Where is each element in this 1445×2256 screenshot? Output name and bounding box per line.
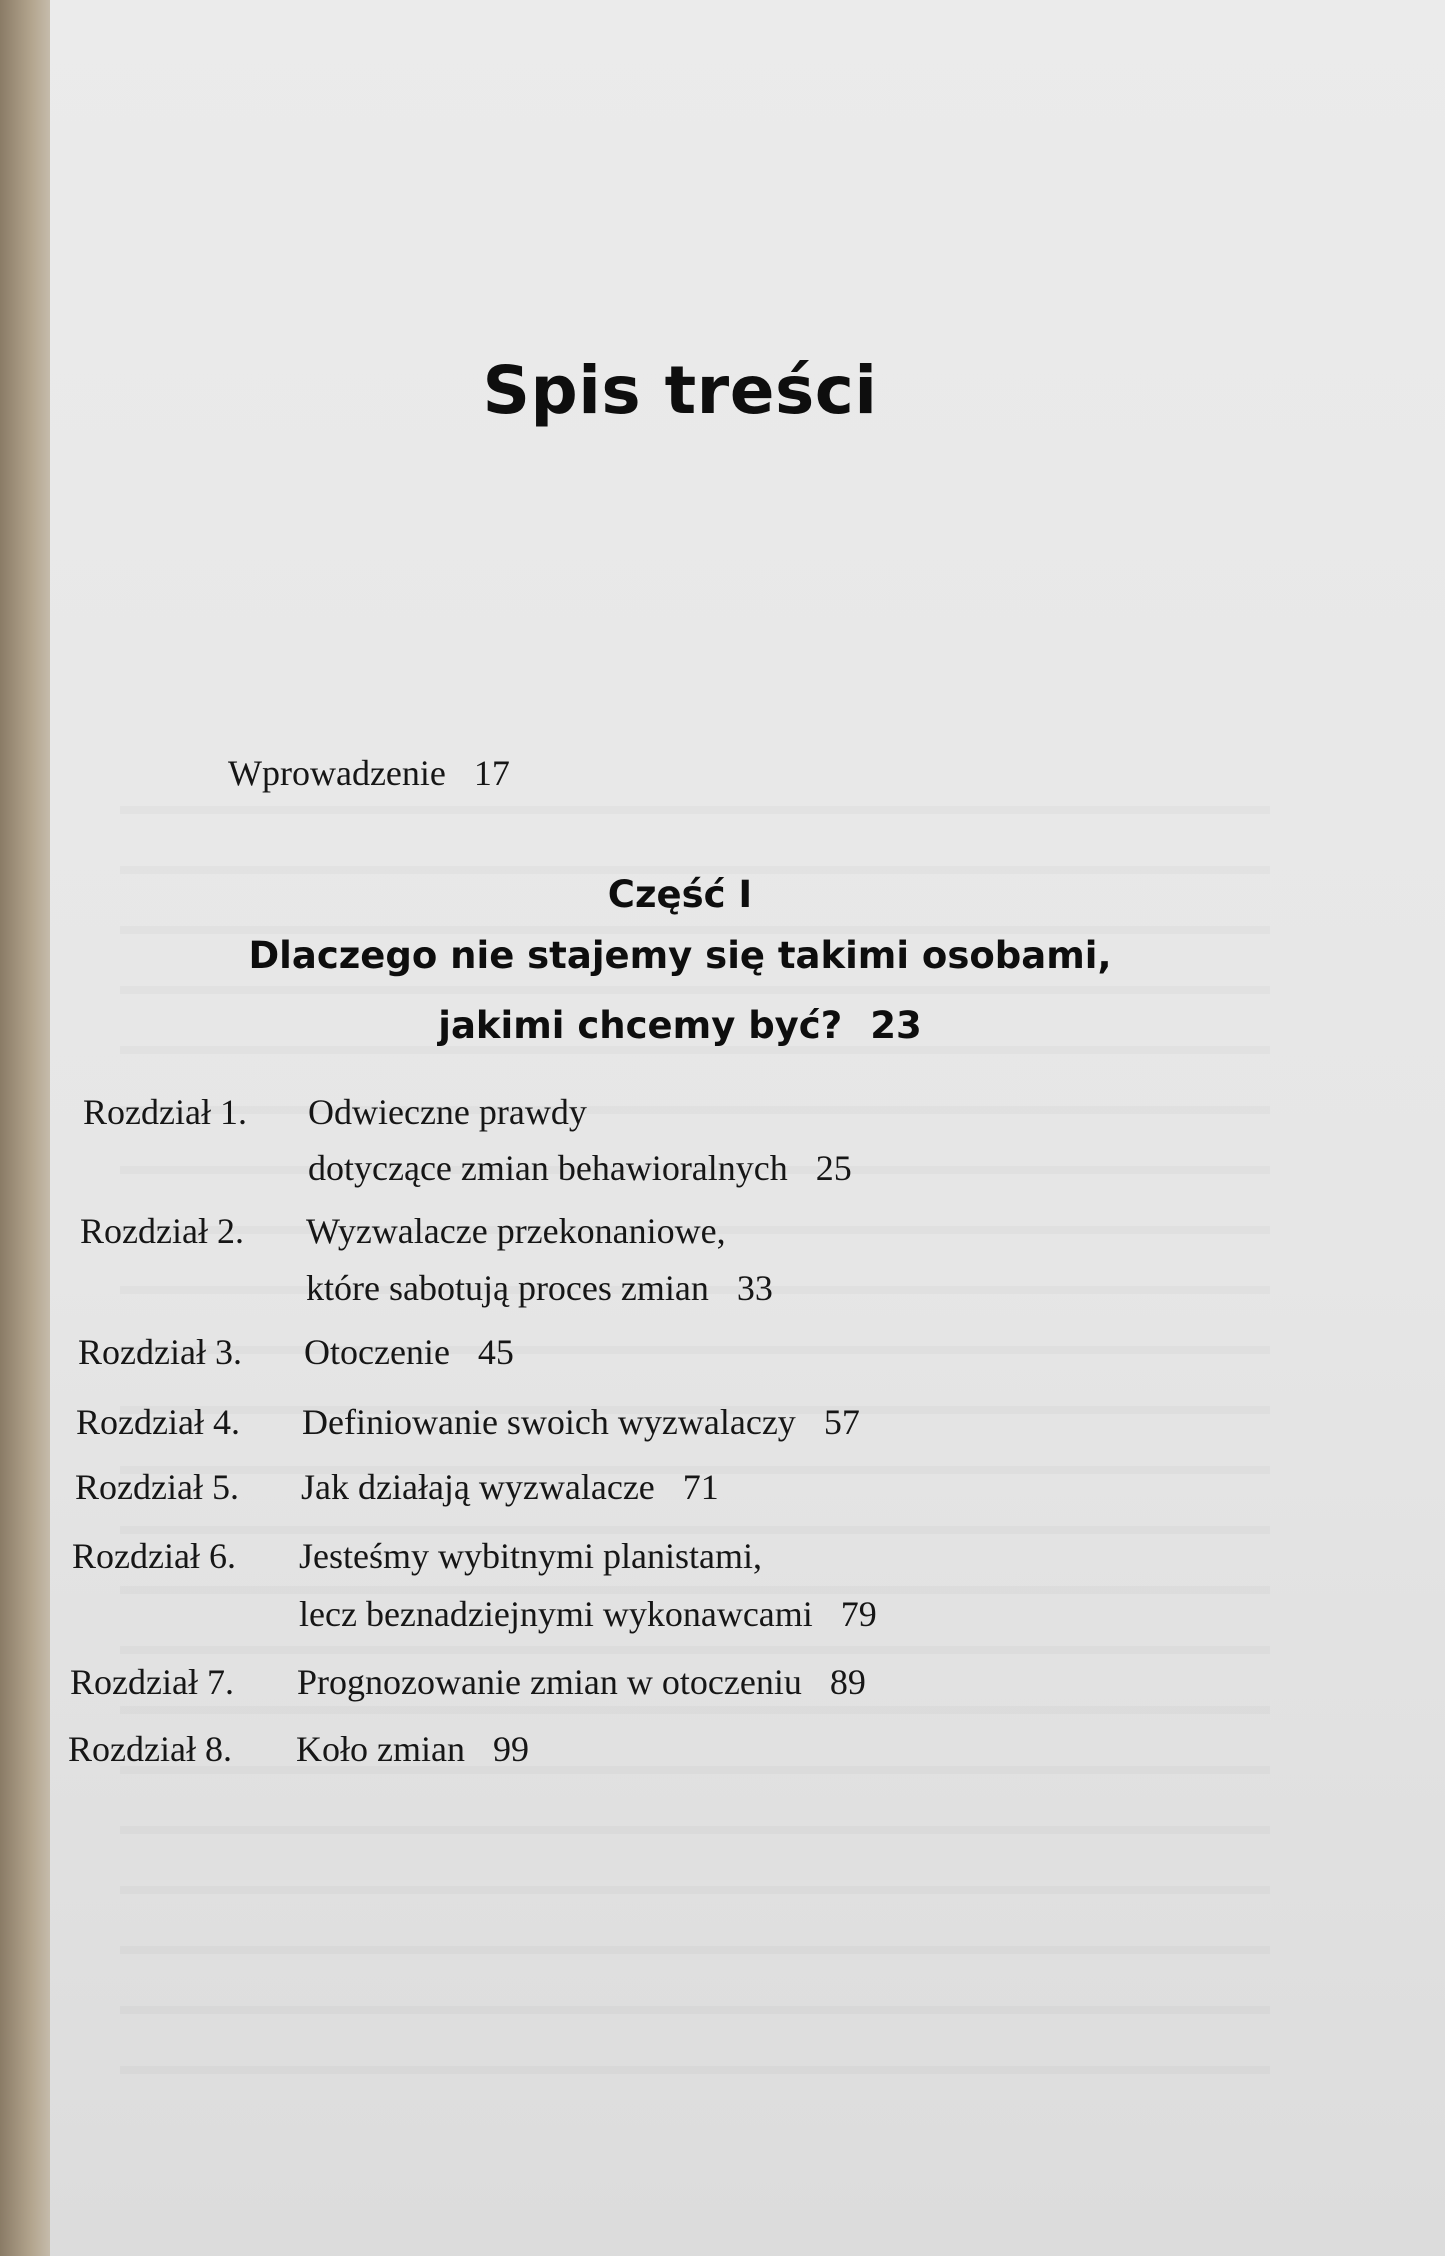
toc-entry-page: 17 [473,753,510,793]
chapter-label: Rozdział 1. [83,1092,247,1132]
chapter-label: Rozdział 8. [68,1729,232,1769]
chapter-label: Rozdział 5. [75,1467,239,1507]
chapter-page: 99 [492,1729,529,1769]
chapter-title [302,1404,860,1440]
chapter-title: Jesteśmy wybitnymi planistami, [299,1536,762,1576]
chapter-label: Rozdział 3. [78,1332,242,1372]
chapter-title-line-2: które sabotują proces zmian [306,1268,709,1308]
chapter-title-text: Koło zmian [296,1729,465,1769]
chapter-title-continued [299,1596,877,1632]
chapter-title-text: Jak działają wyzwalacze [301,1467,655,1507]
chapter-title [297,1664,866,1700]
chapter-label: Rozdział 6. [72,1536,236,1576]
part-page: 23 [870,1004,922,1047]
chapter-label: Rozdział 7. [70,1662,234,1702]
chapter-page: 45 [477,1332,514,1372]
chapter-label: Rozdział 2. [80,1211,244,1251]
chapter-title-text: Definiowanie swoich wyzwalaczy [302,1402,796,1442]
chapter-label: Rozdział 4. [76,1402,240,1442]
chapter-title-text: Otoczenie [304,1332,450,1372]
toc-entry-intro [228,755,510,791]
part-title-line-1: Dlaczego nie stajemy się takimi osobami, [248,934,1112,977]
part-title-line-2 [0,1004,1360,1047]
page-title: Spis treści [482,352,878,429]
chapter-page: 57 [823,1402,860,1442]
toc-entry-label: Wprowadzenie [228,753,446,793]
chapter-title: Wyzwalacze przekonaniowe, [306,1211,726,1251]
chapter-page: 79 [840,1594,877,1634]
chapter-page: 33 [736,1268,773,1308]
part-label: Część I [607,873,753,916]
chapter-title-line-2: dotyczące zmian behawioralnych [308,1148,788,1188]
part-title-text: jakimi chcemy być? [438,1004,843,1047]
chapter-title-text: Prognozowanie zmian w otoczeniu [297,1662,802,1702]
chapter-page: 71 [682,1467,719,1507]
chapter-title [296,1731,529,1767]
chapter-title: Odwieczne prawdy [308,1092,587,1132]
chapter-page: 25 [815,1148,852,1188]
chapter-title-continued [308,1150,852,1186]
chapter-title-continued [306,1270,773,1306]
chapter-title-line-2: lecz beznadziejnymi wykonawcami [299,1594,813,1634]
chapter-title [301,1469,719,1505]
chapter-title [304,1334,514,1370]
chapter-page: 89 [829,1662,866,1702]
